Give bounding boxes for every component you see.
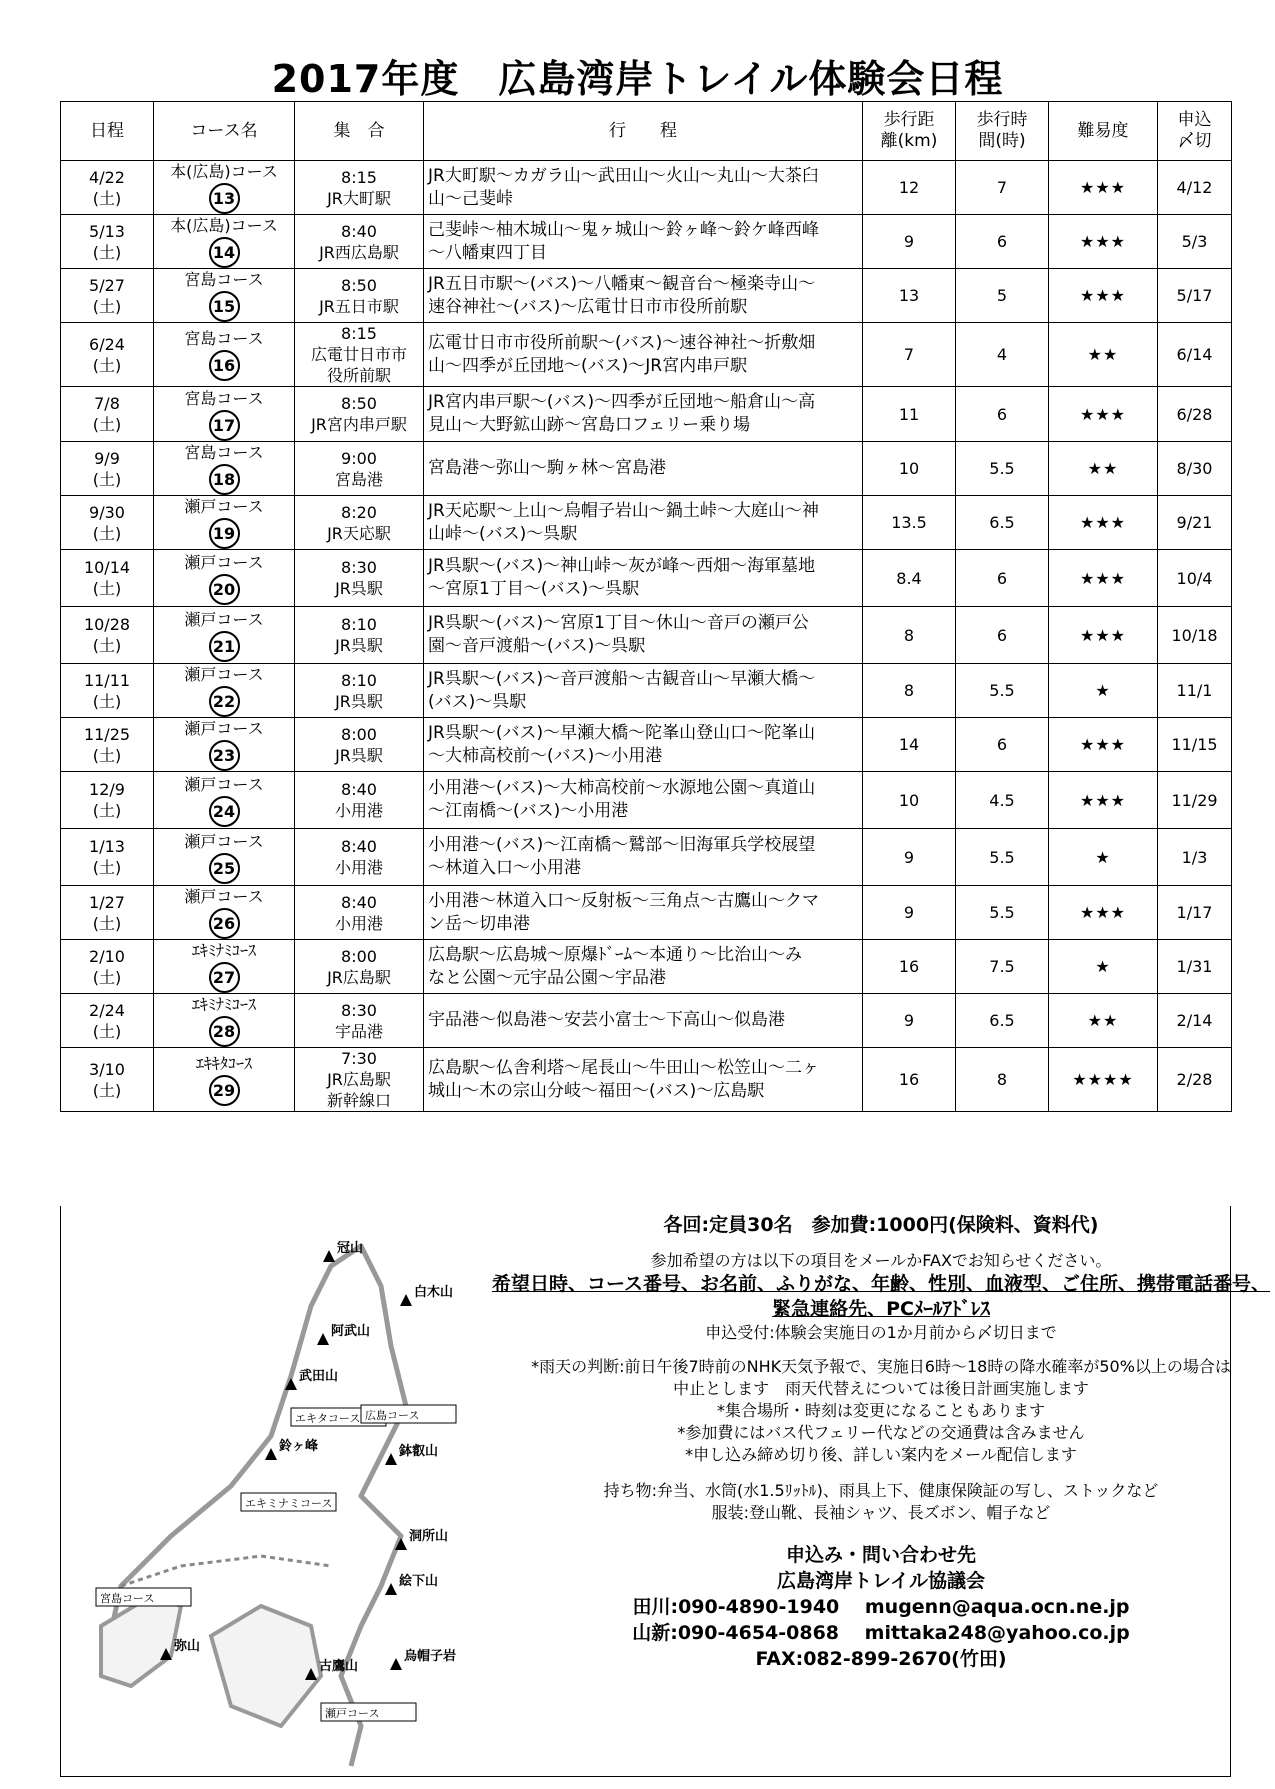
cell-difficulty: ★★★★ (1049, 1048, 1158, 1112)
table-row (61, 994, 1232, 1048)
course-number-badge: 23 (209, 740, 240, 771)
cell-difficulty: ★★★ (1049, 215, 1158, 269)
cell-route: JR呉駅～(バス)～早瀬大橋～陀峯山登山口～陀峯山 ～大柿高校前～(バス)～小用港 (424, 718, 863, 772)
cell-difficulty: ★★★ (1049, 886, 1158, 940)
cell-hours: 8 (956, 1048, 1049, 1112)
peak-label: 鈴ヶ峰 (279, 1439, 319, 1454)
course-number-badge: 27 (209, 962, 240, 993)
peak-marker-icon (317, 1333, 329, 1345)
table-header (61, 102, 1232, 161)
peak-marker-icon (265, 1448, 277, 1460)
course-number-badge: 17 (209, 410, 240, 441)
cell-hours: 6 (956, 387, 1049, 442)
cell-difficulty: ★★ (1049, 323, 1158, 387)
cell-deadline: 2/28 (1158, 1048, 1232, 1112)
cell-meet: 8:10 JR呉駅 (295, 607, 424, 664)
cell-date: 6/24 (土) (61, 323, 154, 387)
cell-meet: 9:00 宮島港 (295, 442, 424, 496)
cell-difficulty: ★ (1049, 940, 1158, 994)
cell-course: 宮島コース 18 (154, 442, 295, 496)
cell-hours: 6 (956, 718, 1049, 772)
cell-distance: 13 (863, 269, 956, 323)
cell-course: 宮島コース 15 (154, 269, 295, 323)
cell-difficulty: ★★★ (1049, 496, 1158, 550)
cell-route: JR宮内串戸駅～(バス)～四季が丘団地～船倉山～高 見山～大野鉱山跡～宮島口フェリー乗り場 (424, 387, 863, 442)
cell-course: ｴｷﾐﾅﾐｺｰｽ 27 (154, 940, 295, 994)
cell-difficulty: ★★ (1049, 442, 1158, 496)
course-line (121, 1556, 331, 1586)
page-title: 2017年度 広島湾岸トレイル体験会日程 (271, 57, 1004, 101)
header-distance: 歩行距 離(km) (863, 102, 956, 161)
course-number-badge: 18 (209, 464, 240, 495)
cell-distance: 10 (863, 772, 956, 829)
cell-date: 10/28 (土) (61, 607, 154, 664)
cell-hours: 6.5 (956, 496, 1049, 550)
cell-deadline: 1/3 (1158, 829, 1232, 886)
cell-date: 11/25 (土) (61, 718, 154, 772)
cell-hours: 4 (956, 323, 1049, 387)
peak-label: 白木山 (414, 1285, 454, 1300)
course-number-badge: 14 (209, 237, 240, 268)
cell-course: 宮島コース 16 (154, 323, 295, 387)
course-number-badge: 24 (209, 796, 240, 827)
cell-meet: 8:40 JR西広島駅 (295, 215, 424, 269)
cell-course: 瀬戸コース 21 (154, 607, 295, 664)
cell-date: 9/9 (土) (61, 442, 154, 496)
note-2: *参加費にはバス代フェリー代などの交通費は含みません (677, 1423, 1085, 1442)
cell-course: ｴｷﾐﾅﾐｺｰｽ 28 (154, 994, 295, 1048)
request-text: 参加希望の方は以下の項目をメールかFAXでお知らせください。 (650, 1251, 1112, 1270)
header-course: コース名 (154, 102, 295, 161)
cell-course: 瀬戸コース 26 (154, 886, 295, 940)
cell-deadline: 8/30 (1158, 442, 1232, 496)
cell-date: 3/10 (土) (61, 1048, 154, 1112)
header-meet: 集 合 (295, 102, 424, 161)
cell-deadline: 11/15 (1158, 718, 1232, 772)
cell-difficulty: ★★★ (1049, 607, 1158, 664)
cell-deadline: 11/1 (1158, 664, 1232, 718)
cell-route: 小用港～(バス)～江南橋～鷲部～旧海軍兵学校展望 ～林道入口～小用港 (424, 829, 863, 886)
cell-hours: 6 (956, 607, 1049, 664)
cell-deadline: 1/31 (1158, 940, 1232, 994)
peak-label: 武田山 (299, 1369, 339, 1384)
cell-distance: 9 (863, 886, 956, 940)
cell-date: 1/27 (土) (61, 886, 154, 940)
cell-meet: 8:10 JR呉駅 (295, 664, 424, 718)
cell-date: 12/9 (土) (61, 772, 154, 829)
cell-route: 広島駅～広島城～原爆ﾄﾞｰﾑ～本通り～比治山～み なと公園～元宇品公園～宇品港 (424, 940, 863, 994)
course-number-badge: 20 (209, 574, 240, 605)
rain-line2: 中止とします 雨天代替えについては後日計画実施します (673, 1379, 1089, 1398)
cell-difficulty: ★★★ (1049, 161, 1158, 215)
cell-route: 小用港～林道入口～反射板～三角点～古鷹山～クマ ン岳～切串港 (424, 886, 863, 940)
course-number-badge: 13 (209, 183, 240, 214)
cell-difficulty: ★★★ (1049, 772, 1158, 829)
cell-distance: 8 (863, 664, 956, 718)
cell-route: 広島駅～仏舎利塔～尾長山～牛田山～松笠山～二ヶ 城山～木の宗山分岐～福田～(バス)～広島駅 (424, 1048, 863, 1112)
course-label: エキミナミコース (245, 1497, 333, 1510)
cell-meet: 8:30 宇品港 (295, 994, 424, 1048)
cell-route: JR大町駅～カガラ山～武田山～火山～丸山～大茶臼 山～己斐峠 (424, 161, 863, 215)
cell-meet: 8:15 広電廿日市市 役所前駅 (295, 323, 424, 387)
cell-hours: 4.5 (956, 772, 1049, 829)
cell-distance: 14 (863, 718, 956, 772)
contact-title: 申込み・問い合わせ先 (785, 1544, 976, 1566)
peak-marker-icon (323, 1250, 335, 1262)
peak-label: 古鷹山 (319, 1659, 359, 1674)
cell-meet: 8:00 JR呉駅 (295, 718, 424, 772)
rain-line1: *雨天の判断:前日午後7時前のNHK天気予報で、実施日6時～18時の降水確率が50%以上の場合は (531, 1357, 1231, 1376)
clothing-text: 服装:登山靴、長袖シャツ、長ズボン、帽子など (711, 1503, 1051, 1522)
header-difficulty: 難易度 (1049, 102, 1158, 161)
cell-distance: 16 (863, 1048, 956, 1112)
cell-deadline: 5/17 (1158, 269, 1232, 323)
info-text (461, 1206, 1275, 1672)
cell-deadline: 9/21 (1158, 496, 1232, 550)
cell-date: 4/22 (土) (61, 161, 154, 215)
cell-distance: 11 (863, 387, 956, 442)
cell-route: JR呉駅～(バス)～神山峠～灰が峰～西畑～海軍墓地 ～宮原1丁目～(バス)～呉駅 (424, 550, 863, 607)
table-row (61, 442, 1232, 496)
table-row (61, 940, 1232, 994)
cell-distance: 10 (863, 442, 956, 496)
cell-route: JR呉駅～(バス)～宮原1丁目～休山～音戸の瀬戸公 園～音戸渡船～(バス)～呉駅 (424, 607, 863, 664)
cell-deadline: 5/3 (1158, 215, 1232, 269)
course-number-badge: 28 (209, 1016, 240, 1047)
capacity-text: 各回:定員30名 参加費:1000円(保険料、資料代) (663, 1214, 1099, 1236)
cell-course: 本(広島)コース 13 (154, 161, 295, 215)
course-label: 瀬戸コース (325, 1707, 380, 1720)
island-miyajima (101, 1596, 181, 1686)
course-label: 広島コース (365, 1409, 420, 1422)
cell-route: 広電廿日市市役所前駅～(バス)～速谷神社～折敷畑 山～四季が丘団地～(バス)～JR宮内串戸駅 (424, 323, 863, 387)
course-number-badge: 19 (209, 518, 240, 549)
header-deadline: 申込 〆切 (1158, 102, 1232, 161)
cell-hours: 5.5 (956, 442, 1049, 496)
peak-label: 鉢叡山 (399, 1444, 439, 1459)
peak-label: 洞所山 (409, 1529, 449, 1544)
cell-deadline: 10/4 (1158, 550, 1232, 607)
table-row (61, 886, 1232, 940)
route-map (61, 1206, 501, 1776)
peak-label: 絵下山 (399, 1574, 439, 1589)
cell-route: JR天応駅～上山～烏帽子岩山～鍋土峠～大庭山～神 山峠～(バス)～呉駅 (424, 496, 863, 550)
cell-course: 宮島コース 17 (154, 387, 295, 442)
contact-2: 山新:090-4654-0868 mittaka248@yahoo.co.jp (632, 1622, 1130, 1644)
course-number-badge: 16 (209, 350, 240, 381)
cell-meet: 8:50 JR宮内串戸駅 (295, 387, 424, 442)
table-row (61, 1048, 1232, 1112)
cell-hours: 5.5 (956, 886, 1049, 940)
cell-route: 宇品港～似島港～安芸小富士～下高山～似島港 (424, 994, 863, 1048)
info-panel (60, 1206, 1271, 1777)
belongings-text: 持ち物:弁当、水筒(水1.5ﾘｯﾄﾙ)、雨具上下、健康保険証の写し、ストックなど (603, 1481, 1159, 1500)
table-row (61, 161, 1232, 215)
org-name: 広島湾岸トレイル協議会 (776, 1570, 986, 1592)
table-row (61, 323, 1232, 387)
cell-course: 瀬戸コース 20 (154, 550, 295, 607)
cell-distance: 16 (863, 940, 956, 994)
cell-difficulty: ★★★ (1049, 387, 1158, 442)
cell-meet: 8:20 JR天応駅 (295, 496, 424, 550)
cell-distance: 12 (863, 161, 956, 215)
cell-meet: 8:40 小用港 (295, 886, 424, 940)
cell-meet: 7:30 JR広島駅 新幹線口 (295, 1048, 424, 1112)
cell-course: 瀬戸コース 22 (154, 664, 295, 718)
course-label: 宮島コース (100, 1592, 155, 1605)
contact-fax: FAX:082-899-2670(竹田) (755, 1648, 1007, 1670)
table-row (61, 215, 1232, 269)
cell-date: 9/30 (土) (61, 496, 154, 550)
cell-difficulty: ★★★ (1049, 718, 1158, 772)
cell-route: JR五日市駅～(バス)～八幡東～観音台～極楽寺山～ 速谷神社～(バス)～広電廿日市市役所前駅 (424, 269, 863, 323)
peak-marker-icon (385, 1453, 397, 1465)
cell-distance: 9 (863, 215, 956, 269)
header-route: 行 程 (424, 102, 863, 161)
cell-meet: 8:00 JR広島駅 (295, 940, 424, 994)
header-time: 歩行時 間(時) (956, 102, 1049, 161)
cell-route: JR呉駅～(バス)～音戸渡船～古観音山～早瀬大橋～ (バス)～呉駅 (424, 664, 863, 718)
contact-1: 田川:090-4890-1940 mugenn@aqua.ocn.ne.jp (632, 1596, 1130, 1618)
cell-route: 己斐峠～柚木城山～鬼ヶ城山～鈴ヶ峰～鈴ケ峰西峰 ～八幡東四丁目 (424, 215, 863, 269)
cell-date: 1/13 (土) (61, 829, 154, 886)
table-row (61, 718, 1232, 772)
course-number-badge: 26 (209, 908, 240, 939)
peak-label: 阿武山 (331, 1324, 371, 1339)
cell-date: 2/10 (土) (61, 940, 154, 994)
peak-marker-icon (385, 1583, 397, 1595)
schedule-table (60, 101, 1232, 1112)
cell-hours: 5.5 (956, 829, 1049, 886)
cell-route: 宮島港～弥山～駒ヶ林～宮島港 (424, 442, 863, 496)
cell-course: 瀬戸コース 23 (154, 718, 295, 772)
cell-deadline: 10/18 (1158, 607, 1232, 664)
cell-hours: 7 (956, 161, 1049, 215)
items-line2: 緊急連絡先、PCﾒｰﾙｱﾄﾞﾚｽ (772, 1298, 990, 1320)
cell-hours: 6.5 (956, 994, 1049, 1048)
table-row (61, 496, 1232, 550)
course-number-badge: 21 (209, 631, 240, 662)
cell-date: 11/11 (土) (61, 664, 154, 718)
cell-distance: 7 (863, 323, 956, 387)
cell-difficulty: ★ (1049, 829, 1158, 886)
peak-label: 冠山 (337, 1241, 364, 1256)
cell-date: 5/27 (土) (61, 269, 154, 323)
table-row (61, 607, 1232, 664)
island-etajima (211, 1606, 321, 1726)
table-row (61, 664, 1232, 718)
cell-date: 5/13 (土) (61, 215, 154, 269)
cell-difficulty: ★★ (1049, 994, 1158, 1048)
cell-distance: 8.4 (863, 550, 956, 607)
course-number-badge: 22 (209, 686, 240, 717)
table-row (61, 550, 1232, 607)
cell-course: 瀬戸コース 24 (154, 772, 295, 829)
cell-date: 2/24 (土) (61, 994, 154, 1048)
cell-deadline: 2/14 (1158, 994, 1232, 1048)
peak-label: 烏帽子岩 (404, 1649, 457, 1664)
cell-course: 本(広島)コース 14 (154, 215, 295, 269)
cell-hours: 6 (956, 215, 1049, 269)
cell-course: ｴｷｷﾀｺｰｽ 29 (154, 1048, 295, 1112)
note-1: *集合場所・時刻は変更になることもあります (716, 1401, 1045, 1420)
cell-distance: 9 (863, 994, 956, 1048)
cell-deadline: 1/17 (1158, 886, 1232, 940)
cell-deadline: 11/29 (1158, 772, 1232, 829)
cell-deadline: 4/12 (1158, 161, 1232, 215)
note-3: *申し込み締め切り後、詳しい案内をメール配信します (685, 1445, 1077, 1464)
course-label: エキタコース (295, 1412, 361, 1425)
cell-date: 7/8 (土) (61, 387, 154, 442)
cell-hours: 5.5 (956, 664, 1049, 718)
cell-meet: 8:30 JR呉駅 (295, 550, 424, 607)
cell-hours: 7.5 (956, 940, 1049, 994)
cell-deadline: 6/28 (1158, 387, 1232, 442)
cell-distance: 13.5 (863, 496, 956, 550)
table-row (61, 269, 1232, 323)
items-line1: 希望日時、コース番号、お名前、ふりがな、年齢、性別、血液型、ご住所、携帯電話番号、 (491, 1273, 1271, 1295)
cell-hours: 6 (956, 550, 1049, 607)
peak-marker-icon (390, 1658, 402, 1670)
accept-text: 申込受付:体験会実施日の1か月前から〆切日まで (705, 1323, 1057, 1342)
cell-date: 10/14 (土) (61, 550, 154, 607)
header-date: 日程 (61, 102, 154, 161)
cell-meet: 8:15 JR大町駅 (295, 161, 424, 215)
cell-course: 瀬戸コース 25 (154, 829, 295, 886)
peak-label: 弥山 (174, 1639, 201, 1654)
cell-hours: 5 (956, 269, 1049, 323)
peak-marker-icon (400, 1294, 412, 1306)
table-row (61, 772, 1232, 829)
cell-difficulty: ★★★ (1049, 550, 1158, 607)
cell-meet: 8:40 小用港 (295, 772, 424, 829)
cell-course: 瀬戸コース 19 (154, 496, 295, 550)
cell-deadline: 6/14 (1158, 323, 1232, 387)
table-row (61, 829, 1232, 886)
course-number-badge: 29 (209, 1075, 240, 1106)
cell-distance: 8 (863, 607, 956, 664)
cell-difficulty: ★★★ (1049, 269, 1158, 323)
cell-route: 小用港～(バス)～大柿高校前～水源地公園～真道山 ～江南橋～(バス)～小用港 (424, 772, 863, 829)
cell-meet: 8:50 JR五日市駅 (295, 269, 424, 323)
cell-distance: 9 (863, 829, 956, 886)
cell-difficulty: ★ (1049, 664, 1158, 718)
cell-meet: 8:40 小用港 (295, 829, 424, 886)
course-number-badge: 25 (209, 853, 240, 884)
course-number-badge: 15 (209, 291, 240, 322)
table-row (61, 387, 1232, 442)
